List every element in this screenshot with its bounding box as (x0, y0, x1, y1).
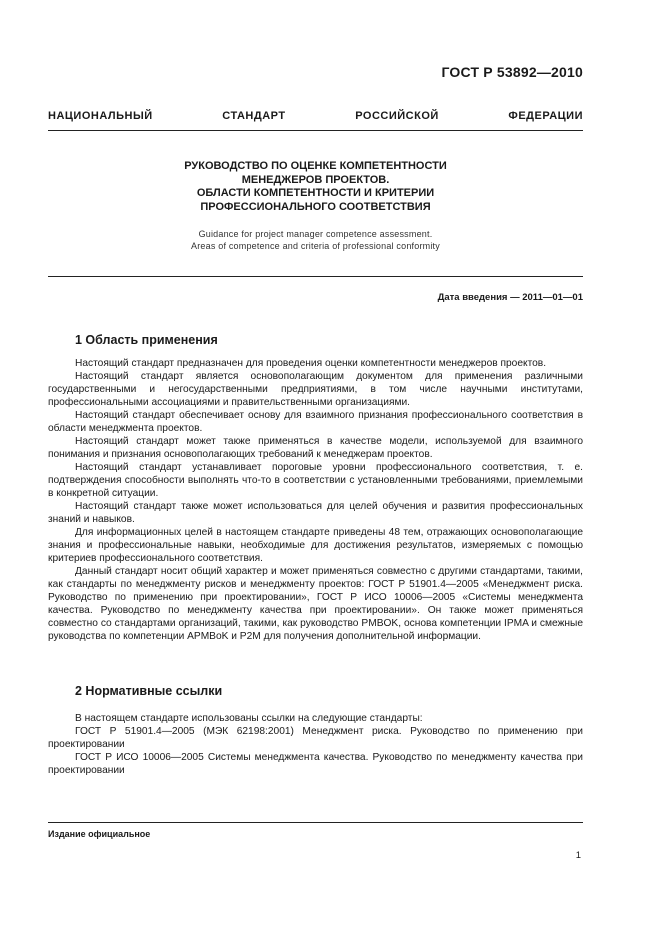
document-code: ГОСТ Р 53892—2010 (441, 64, 583, 80)
title-line: ПРОФЕССИОНАЛЬНОГО СООТВЕТСТВИЯ (200, 200, 431, 213)
title-divider (48, 276, 583, 277)
title-line: ОБЛАСТИ КОМПЕТЕНТНОСТИ И КРИТЕРИИ (196, 187, 435, 199)
footer-divider (48, 822, 583, 823)
paragraph: Настоящий стандарт также может использоваться для целей обучения и развития профессиональных знаний и навыков. (48, 501, 583, 525)
section-1-heading: 1 Область применения (75, 333, 218, 347)
paragraph: Настоящий стандарт является основополагающим документом для применения различными государственными и негосударственными предприятиями, в том числе научными институтами, профессиональными ассоциациями и правительственными организациями. (48, 371, 583, 408)
national-standard-banner: НАЦИОНАЛЬНЫЙ СТАНДАРТ РОССИЙСКОЙ ФЕДЕРАЦИИ (48, 110, 583, 122)
page-number: 1 (575, 850, 581, 861)
paragraph: В настоящем стандарте использованы ссылки на следующие стандарты: (75, 713, 423, 724)
title-line: РУКОВОДСТВО ПО ОЦЕНКЕ КОМПЕТЕНТНОСТИ (184, 160, 447, 172)
section-2-body (48, 712, 583, 777)
document-title (48, 160, 583, 214)
paragraph: Данный стандарт носит общий характер и может применяться совместно с другими стандартами, такими, как стандарты по менеджменту рисков и менеджменту проектов: ГОСТ Р 51901.4—2005 «Менеджмент риска. Руководство по применению при проектировании», ГОСТ Р ИСО 10006—2005 «Системы менеджмента качества. Руководство по менеджменту качества при проектировании». Он также может применяться совместно со стандартами организаций, такими, как руководство PMBOK, основа компетенции IPMA и смежные руководства по компетенции APMBoK и P2M для получения дополнительной информации. (48, 566, 583, 642)
reference-entry: ГОСТ Р 51901.4—2005 (МЭК 62198:2001) Менеджмент риска. Руководство по применению при проектировании (48, 726, 583, 750)
english-title (48, 228, 583, 252)
header-divider (48, 130, 583, 131)
effective-date: Дата введения — 2011—01—01 (437, 292, 583, 303)
section-1-body (48, 357, 583, 643)
section-2-heading: 2 Нормативные ссылки (75, 684, 223, 698)
paragraph: Настоящий стандарт устанавливает пороговые уровни профессионального соответствия, т. е. подтверждения способности выполнять что-то в соответствии с установленными требованиями, приемлемыми в конкретной ситуации. (48, 462, 583, 499)
paragraph: Настоящий стандарт может также применяться в качестве модели, используемой для взаимного понимания и признания основополагающих требований к менеджерам проектов. (48, 436, 583, 460)
paragraph: Для информационных целей в настоящем стандарте приведены 48 тем, отражающих основополагающие знания и профессиональные навыки, необходимые для достижения результатов, измеряемых с помощью критериев профессионального соответствия. (48, 527, 583, 564)
title-line: МЕНЕДЖЕРОВ ПРОЕКТОВ. (241, 173, 390, 186)
edition-label: Издание официальное (48, 829, 151, 839)
reference-entry: ГОСТ Р ИСО 10006—2005 Системы менеджмента качества. Руководство по менеджменту качества при проектировании (48, 752, 583, 776)
paragraph: Настоящий стандарт обеспечивает основу для взаимного признания профессионального соответствия в области менеджмента проектов. (48, 410, 583, 434)
english-title-line: Guidance for project manager competence assessment. (198, 229, 433, 239)
paragraph: Настоящий стандарт предназначен для проведения оценки компетентности менеджеров проектов. (75, 358, 547, 369)
english-title-line: Areas of competence and criteria of professional conformity (191, 241, 440, 251)
